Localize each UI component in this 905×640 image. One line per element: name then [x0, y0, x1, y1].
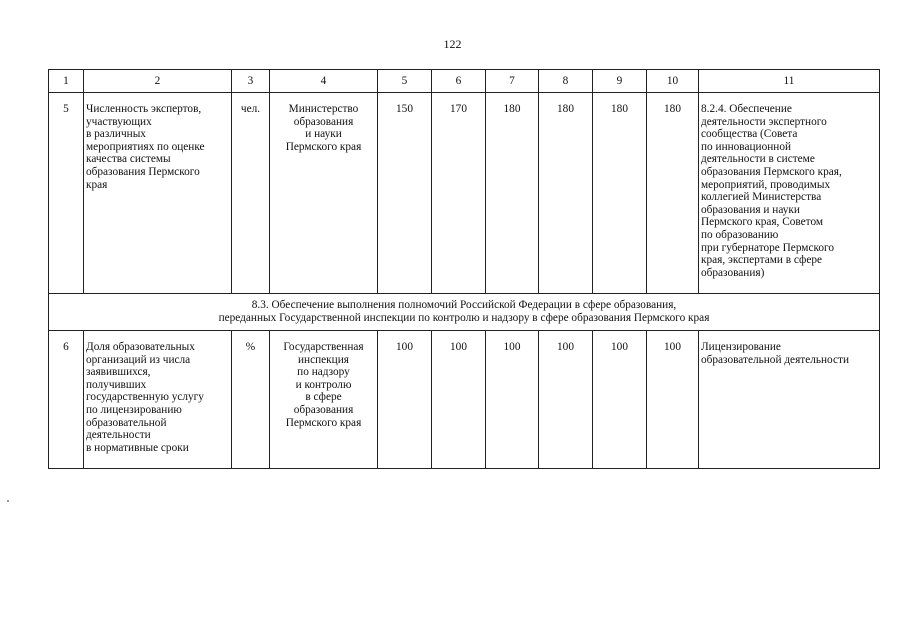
section-heading: [49, 294, 880, 331]
header-cell: 6: [432, 70, 486, 93]
text-line: образовательной деятельности: [701, 353, 849, 366]
value-cell: 150: [378, 93, 432, 294]
text-line: образования: [293, 403, 354, 416]
row-number: 6: [49, 331, 84, 469]
text-line: сообщества (Совета: [701, 128, 798, 141]
text-line: по надзору: [297, 366, 350, 379]
text-line: деятельности в системе: [701, 153, 815, 166]
text-line: получивших: [86, 378, 147, 391]
text-line: в нормативные сроки: [86, 441, 189, 454]
value-cell: 100: [647, 331, 699, 469]
unit-cell: %: [232, 331, 270, 469]
text-line: 8.2.4. Обеспечение: [701, 103, 792, 115]
text-line: Министерство: [288, 103, 359, 115]
text-line: в сфере: [305, 391, 342, 404]
indicator-name: [84, 93, 232, 294]
value-cell: 100: [432, 331, 486, 469]
text-line: коллегией Министерства: [701, 191, 822, 204]
text-line: края, экспертами в сфере: [701, 254, 823, 267]
indicators-table: [48, 69, 880, 469]
header-cell: 2: [84, 70, 232, 93]
header-cell: 11: [699, 70, 880, 93]
text-line: государственную услугу: [86, 391, 204, 404]
text-line: при губернаторе Пермского: [701, 241, 835, 254]
section-line: переданных Государственной инспекции по контролю и надзору в сфере образования Пермского края: [218, 312, 710, 324]
value-cell: 180: [539, 93, 593, 294]
value-cell: 180: [486, 93, 539, 294]
header-cell: 1: [49, 70, 84, 93]
organization-cell: [270, 331, 378, 469]
page-number: 122: [443, 37, 462, 51]
row-number: 5: [49, 93, 84, 294]
text-line: деятельности экспертного: [701, 115, 827, 128]
text-line: в различных: [86, 128, 146, 141]
text-line: Численность экспертов,: [86, 103, 202, 115]
header-cell: 8: [539, 70, 593, 93]
table-row: [49, 93, 880, 294]
text-line: по образованию: [701, 228, 779, 241]
text-line: заявившихся,: [86, 366, 151, 379]
measure-cell: [699, 93, 880, 294]
header-row: [49, 70, 880, 93]
value-cell: 100: [539, 331, 593, 469]
unit-cell: чел.: [232, 93, 270, 294]
section-row: [49, 294, 880, 331]
text-line: по инновационной: [701, 140, 792, 153]
value-cell: 100: [378, 331, 432, 469]
text-line: мероприятиях по оценке: [86, 140, 205, 153]
text-line: Доля образовательных: [86, 341, 195, 353]
text-line: и контролю: [295, 378, 352, 391]
header-cell: 9: [593, 70, 647, 93]
text-line: образования: [293, 115, 354, 128]
text-line: образования Пермского края,: [701, 165, 842, 178]
text-line: Пермского края: [285, 140, 362, 153]
scan-speck: [7, 500, 9, 502]
value-cell: 100: [593, 331, 647, 469]
text-line: участвующих: [86, 115, 152, 128]
text-line: образовательной: [86, 416, 167, 429]
organization-cell: [270, 93, 378, 294]
text-line: мероприятий, проводимых: [701, 178, 831, 191]
text-line: деятельности: [86, 429, 151, 442]
text-line: организаций из числа: [86, 353, 191, 366]
text-line: образования Пермского: [86, 165, 200, 178]
text-line: края: [86, 178, 108, 191]
text-line: качества системы: [86, 153, 171, 166]
text-line: Государственная: [283, 341, 364, 353]
header-cell: 7: [486, 70, 539, 93]
text-line: Пермского края, Советом: [701, 216, 824, 229]
indicator-name: [84, 331, 232, 469]
text-line: Лицензирование: [701, 341, 781, 353]
text-line: образования): [701, 266, 765, 279]
value-cell: 180: [647, 93, 699, 294]
value-cell: 180: [593, 93, 647, 294]
header-cell: 10: [647, 70, 699, 93]
header-cell: 4: [270, 70, 378, 93]
text-line: Пермского края: [285, 416, 362, 429]
header-cell: 3: [232, 70, 270, 93]
text-line: по лицензированию: [86, 403, 182, 416]
text-line: и науки: [305, 128, 342, 141]
measure-cell: [699, 331, 880, 469]
value-cell: 100: [486, 331, 539, 469]
text-line: образования и науки: [701, 203, 800, 216]
header-cell: 5: [378, 70, 432, 93]
value-cell: 170: [432, 93, 486, 294]
text-line: инспекция: [298, 353, 349, 366]
table-row: [49, 331, 880, 469]
section-line: 8.3. Обеспечение выполнения полномочий Российской Федерации в сфере образования,: [251, 299, 677, 312]
